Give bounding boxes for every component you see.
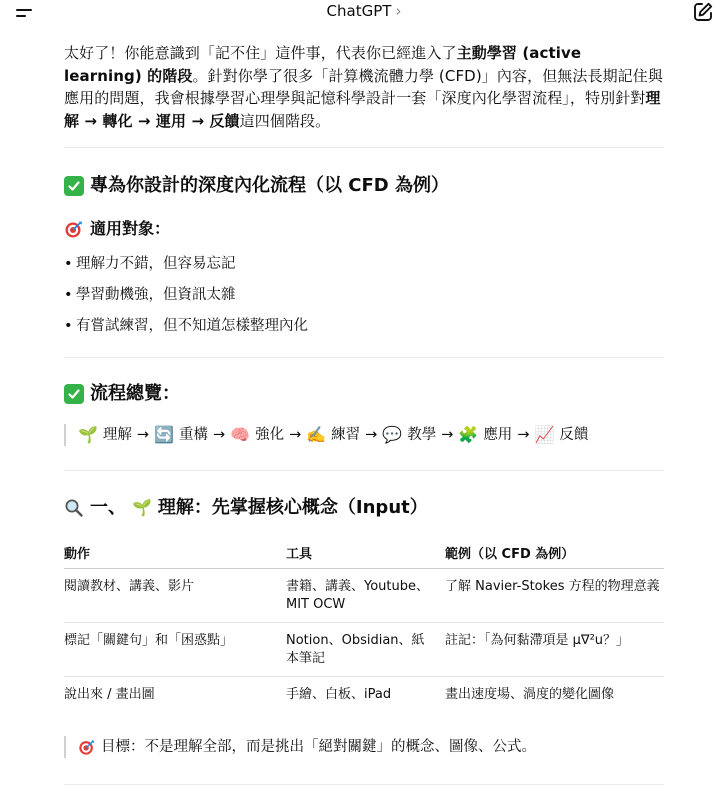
table-divider <box>64 568 664 569</box>
intro-paragraph <box>64 42 664 132</box>
arrow-icon: → <box>517 427 530 443</box>
arrow-icon: → <box>441 427 454 443</box>
arrow-icon: → <box>213 427 226 443</box>
writing-hand-icon: ✍️ <box>306 425 327 444</box>
list-item: • 有嘗試練習，但不知道怎樣整理內化 <box>64 318 308 334</box>
check-mark-icon <box>64 384 84 404</box>
section-heading-understand: 一、 🌱 理解：先掌握核心概念（Input） <box>64 496 428 520</box>
check-mark-icon <box>64 176 84 196</box>
table-cell: 了解 Navier-Stokes 方程的物理意義 <box>445 579 660 594</box>
column-header: 工具 <box>286 547 313 562</box>
list-item: • 理解力不錯，但容易忘記 <box>64 256 236 272</box>
table-cell: 書籍、講義、Youtube、MIT OCW <box>286 579 429 612</box>
table-divider <box>64 676 664 677</box>
column-header: 範例（以 CFD 為例） <box>445 547 575 562</box>
divider <box>64 784 664 785</box>
table-cell: 畫出速度場、渦度的變化圖像 <box>445 687 615 702</box>
divider <box>64 357 664 358</box>
speech-bubble-icon: 💬 <box>382 425 403 444</box>
chart-increasing-icon: 📈 <box>534 425 555 444</box>
section-heading-overview: 流程總覽： <box>64 382 180 406</box>
table-cell: 註記：「為何黏滯項是 μ∇²u？」 <box>445 633 630 648</box>
goal-note: 目標：不是理解全部，而是挑出「絕對關鍵」的概念、圖像、公式。 <box>64 736 536 758</box>
divider <box>64 470 664 471</box>
new-chat-icon[interactable] <box>692 1 714 23</box>
divider <box>64 147 664 148</box>
flow-overview: 🌱 理解 → 🔄 重構 → 🧠 強化 → ✍️ 練習 → 💬 教學 → 🧩 應用 → 📈 反饋 <box>64 424 588 446</box>
magnifier-icon <box>64 498 84 518</box>
refresh-icon: 🔄 <box>154 425 174 444</box>
list-item: • 學習動機強，但資訊太雜 <box>64 287 236 303</box>
top-bar <box>0 0 728 30</box>
arrow-icon: → <box>289 427 302 443</box>
table-cell: 標記「關鍵句」和「困惑點」 <box>64 633 234 648</box>
table-cell: 手繪、白板、iPad <box>286 687 392 702</box>
seedling-icon: 🌱 <box>132 498 152 517</box>
table-cell: 說出來 / 畫出圖 <box>64 687 155 702</box>
model-selector[interactable] <box>0 1 728 21</box>
arrow-icon: → <box>365 427 378 443</box>
table-divider <box>64 622 664 623</box>
table-cell: 閱讀教材、講義、影片 <box>64 579 195 594</box>
target-icon <box>64 219 84 239</box>
puzzle-icon: 🧩 <box>458 425 479 444</box>
table-cell: Notion、Obsidian、紙本筆記 <box>286 633 425 666</box>
section-heading-process: 專為你設計的深度內化流程（以 CFD 為例） <box>64 174 449 198</box>
target-icon <box>78 738 96 756</box>
audience-heading: 適用對象： <box>64 218 170 240</box>
arrow-icon: → <box>136 427 150 443</box>
intro-text: 太好了！你能意識到「記不住」這件事，代表你已經進入了主動學習 (active learning) 的階段。針對你學了很多「計算機流體力學 (CFD)」內容，但無法長期記住與應用的問題，我會根據學習心理學與記憶科學設計一套「深度內化學習流程」，特別針對理解 → 轉化 → 運用 → 反饋這四個階段。 <box>64 44 663 130</box>
seedling-icon: 🌱 <box>78 425 98 444</box>
column-header: 動作 <box>64 547 91 562</box>
chevron-right-icon: › <box>395 2 402 20</box>
app-title: ChatGPT <box>326 2 392 20</box>
brain-icon: 🧠 <box>230 425 251 444</box>
